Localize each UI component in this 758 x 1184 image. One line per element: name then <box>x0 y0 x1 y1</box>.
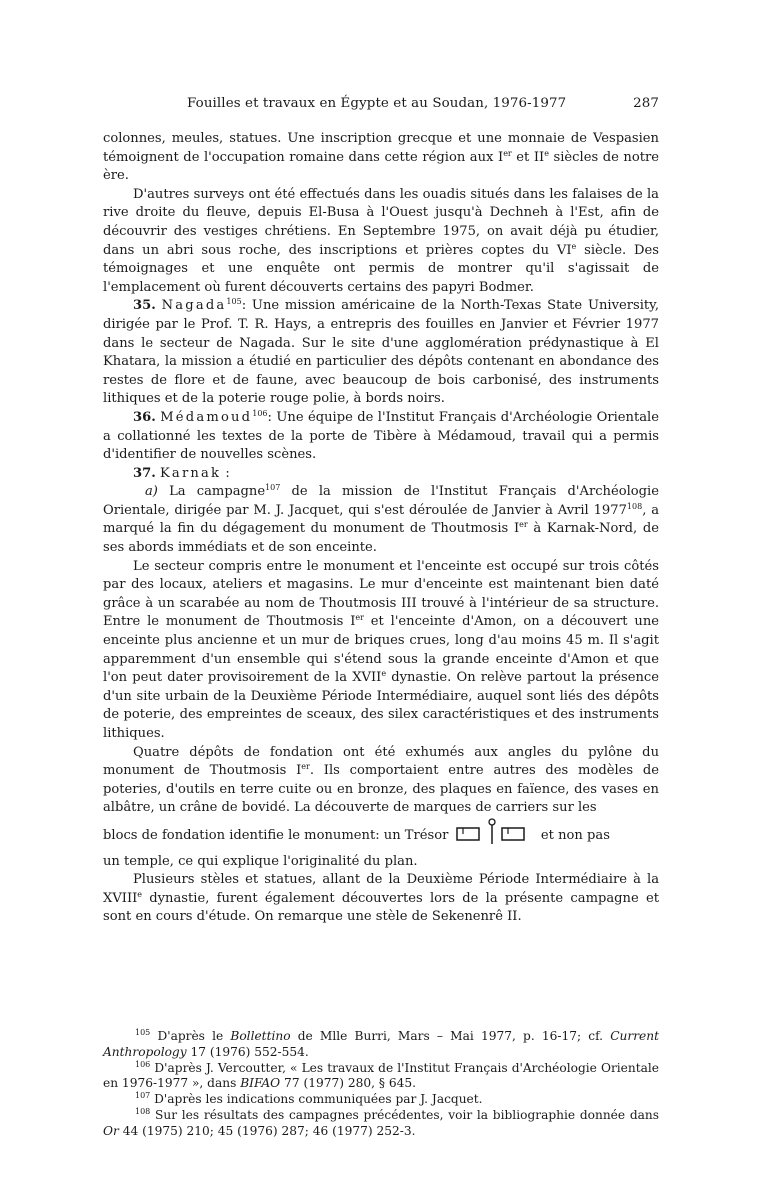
running-header <box>103 96 659 118</box>
footnote: $^{108}$ Sur les résultats des campagnes précédentes, voir la bibliographie donnée dans Or 44 (1975) 210; 45 (1976) 287; 46 (1977) 252-3. <box>103 1106 659 1138</box>
footnote: $^{107}$ D'après les indications communiquées par J. Jacquet. <box>135 1091 483 1107</box>
section-35: 35. Nagada$^{105}$: Une mission américaine de la North-Texas State University, dirigée par le Prof. T. R. Hays, a entrepris des fouilles en Janvier et Février 1977 dans le secteur de Nagada. Sur le site d'une agglomération prédynastique à El Khatara, la mission a étudié en particulier des dépôts contenant en abondance des restes de flore et de faune, avec beaucoup de bois carbonisé, des instruments lithiques et de la poterie rouge polie, à bords noirs. <box>103 297 659 407</box>
footnotes <box>103 1029 659 1140</box>
footnote-ref[interactable]: 106 <box>252 408 268 418</box>
paragraph: D'autres surveys ont été effectués dans les ouadis situés dans les falaises de la rive droite du fleuve, depuis El-Busa à l'Ouest jusqu'à Dechneh à l'Est, afin de découvrir des vestiges chrétiens. En Septembre 1975, on avait déjà pu étudier, dans un abri sous roche, des inscriptions et prières coptes du VIe siècle. Des témoignages et une enquête ont permis de montrer qu'il s'agissait de l'emplacement où furent découverts certains des papyri Bodmer. <box>103 186 659 295</box>
page-number: 287 <box>633 96 659 111</box>
paragraph: colonnes, meules, statues. Une inscription grecque et une monnaie de Vespasien témoignent de l'occupation romaine dans cette région aux Ier et IIe siècles de notre ère. <box>103 131 659 184</box>
site-name: Médamoud <box>160 409 253 425</box>
page <box>103 96 660 1138</box>
body-text <box>103 130 659 927</box>
footnote-ref[interactable]: 107 <box>265 483 281 493</box>
footnote: $^{106}$ D'après J. Vercoutter, « Les travaux de l'Institut Français d'Archéologie Orientale en 1976-1977 », dans BIFAO 77 (1977) 280, § 645. <box>103 1059 660 1091</box>
treasury-hieroglyph-icon <box>455 818 531 853</box>
section-37: 37. Karnak : <box>133 465 230 481</box>
paragraph: un temple, ce qui explique l'originalité du plan. <box>103 853 418 869</box>
footnote-ref[interactable]: 105 <box>226 297 242 307</box>
paragraph: Plusieurs stèles et statues, allant de la Deuxième Période Intermédiaire à la XVIIIe dynastie, furent également découvertes lors de la présente campagne et sont en cours d'étude. On remarque une stèle de Sekenenrê II. <box>103 872 659 925</box>
footnote: $^{105}$ D'après le Bollettino de Mlle Burri, Mars – Mai 1977, p. 16-17; cf. Current Anthropology 17 (1976) 552-554. <box>103 1028 660 1059</box>
section-36: 36. Médamoud$^{106}$: Une équipe de l'Institut Français d'Archéologie Orientale a collationné les textes de la porte de Tibère à Médamoud, travail qui a permis d'identifier de nouvelles scènes. <box>103 408 659 463</box>
hieroglyph-line: blocs de fondation identifie le monument: un Trésor et non pas <box>103 818 659 853</box>
running-title: Fouilles et travaux en Égypte et au Soudan, 1976-1977 <box>187 96 567 111</box>
site-name: Nagada <box>161 298 227 314</box>
paragraph: Le secteur compris entre le monument et l'enceinte est occupé sur trois côtés par des locaux, ateliers et magasins. Le mur d'enceinte est maintenant bien daté grâce à un scarabée au nom de Thoutmosis III trouvé à l'intérieur de sa structure. Entre le monument de Thoutmosis Ier et l'enceinte d'Amon, on a découvert une enceinte plus ancienne et un mur de briques crues, long d'au moins 45 m. Il s'agit apparemment d'un ensemble qui s'étend sous la grande enceinte d'Amon et que l'on peut dater provisoirement de la XVIIe dynastie. On relève partout la présence d'un site urbain de la Deuxième Période Intermédiaire, auquel sont liés des dépôts de poterie, des empreintes de sceaux, des silex caractéristiques et des instruments lithiques. <box>103 558 659 741</box>
site-name: Karnak <box>159 465 222 481</box>
footnote-ref[interactable]: 108 <box>626 501 643 511</box>
paragraph: Quatre dépôts de fondation ont été exhumés aux angles du pylône du monument de Thoutmosis Ier. Ils comportaient entre autres des modèles de poteries, d'outils en terre cuite ou en bronze, des plaques en faïence, des vases en albâtre, un crâne de bovidé. La découverte de marques de carriers sur les <box>103 744 660 816</box>
paragraph: a) La campagne$^{107}$ de la mission de l'Institut Français d'Archéologie Orientale, dirigée par M. J. Jacquet, qui s'est déroulée de Janvier à Avril 1977$^{108}$, a marqué la fin du dégagement du monument de Thoutmosis Ier à Karnak-Nord, de ses abords immédiats et de son enceinte. <box>103 483 659 556</box>
